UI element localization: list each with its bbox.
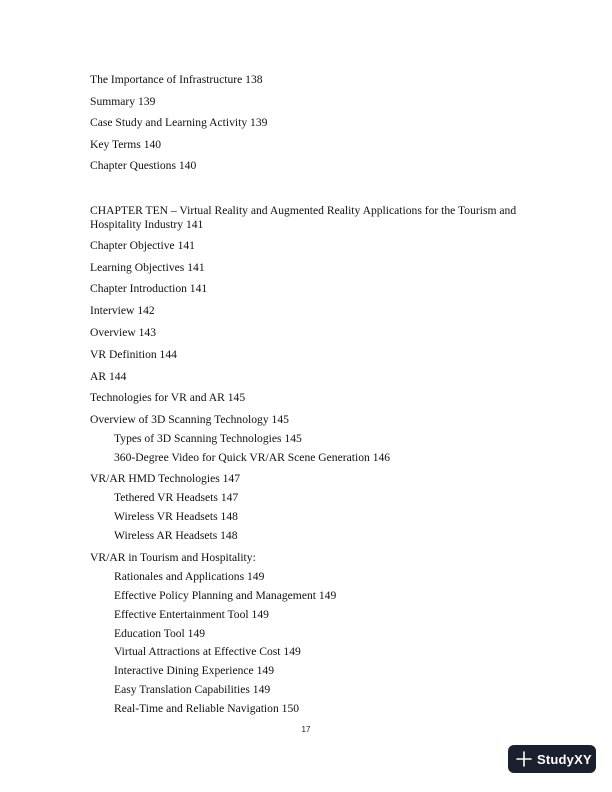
toc-entry: VR/AR in Tourism and Hospitality: xyxy=(90,551,256,564)
brand-suffix: XY xyxy=(574,751,592,767)
studyxy-badge[interactable] xyxy=(508,745,596,773)
toc-entry: AR 144 xyxy=(90,370,127,383)
brand-name xyxy=(537,752,592,767)
toc-entry: Key Terms 140 xyxy=(90,138,162,151)
toc-subentry: Easy Translation Capabilities 149 xyxy=(114,683,271,696)
toc-entry: Overview of 3D Scanning Technology 145 xyxy=(90,413,289,426)
toc-entry: Interview 142 xyxy=(90,304,155,317)
plus-sparkle-icon xyxy=(516,751,532,767)
toc-subentry: Real-Time and Reliable Navigation 150 xyxy=(114,702,300,715)
toc-entry: Learning Objectives 141 xyxy=(90,261,205,274)
toc-entry: Overview 143 xyxy=(90,326,157,339)
toc-subentry: Rationales and Applications 149 xyxy=(114,570,265,583)
toc-entry: Chapter Objective 141 xyxy=(90,239,195,252)
toc-entry: The Importance of Infrastructure 138 xyxy=(90,73,263,86)
toc-subentry: Effective Policy Planning and Management 149 xyxy=(114,589,337,602)
toc-entry: Chapter Questions 140 xyxy=(90,159,197,172)
toc-subentry: Interactive Dining Experience 149 xyxy=(114,664,274,677)
toc-subentry: Effective Entertainment Tool 149 xyxy=(114,608,269,621)
toc-subentry: Tethered VR Headsets 147 xyxy=(114,491,239,504)
chapter-heading: CHAPTER TEN – Virtual Reality and Augmented Reality Applications for the Tourism and Hospitality Industry 141 xyxy=(90,204,517,231)
toc-entry: Case Study and Learning Activity 139 xyxy=(90,116,268,129)
toc-entry: Technologies for VR and AR 145 xyxy=(90,391,246,404)
page-number: 17 xyxy=(301,725,311,734)
toc-subentry: Wireless AR Headsets 148 xyxy=(114,529,238,542)
brand-prefix: Study xyxy=(537,751,575,767)
toc-entry: Chapter Introduction 141 xyxy=(90,282,208,295)
toc-entry: VR/AR HMD Technologies 147 xyxy=(90,472,241,485)
toc-subentry: 360-Degree Video for Quick VR/AR Scene Generation 146 xyxy=(114,451,391,464)
toc-subentry: Education Tool 149 xyxy=(114,627,206,640)
toc-subentry: Virtual Attractions at Effective Cost 149 xyxy=(114,645,301,658)
toc-entry: VR Definition 144 xyxy=(90,348,177,361)
toc-entry: Summary 139 xyxy=(90,95,156,108)
toc-subentry: Wireless VR Headsets 148 xyxy=(114,510,238,523)
toc-subentry: Types of 3D Scanning Technologies 145 xyxy=(114,432,302,445)
